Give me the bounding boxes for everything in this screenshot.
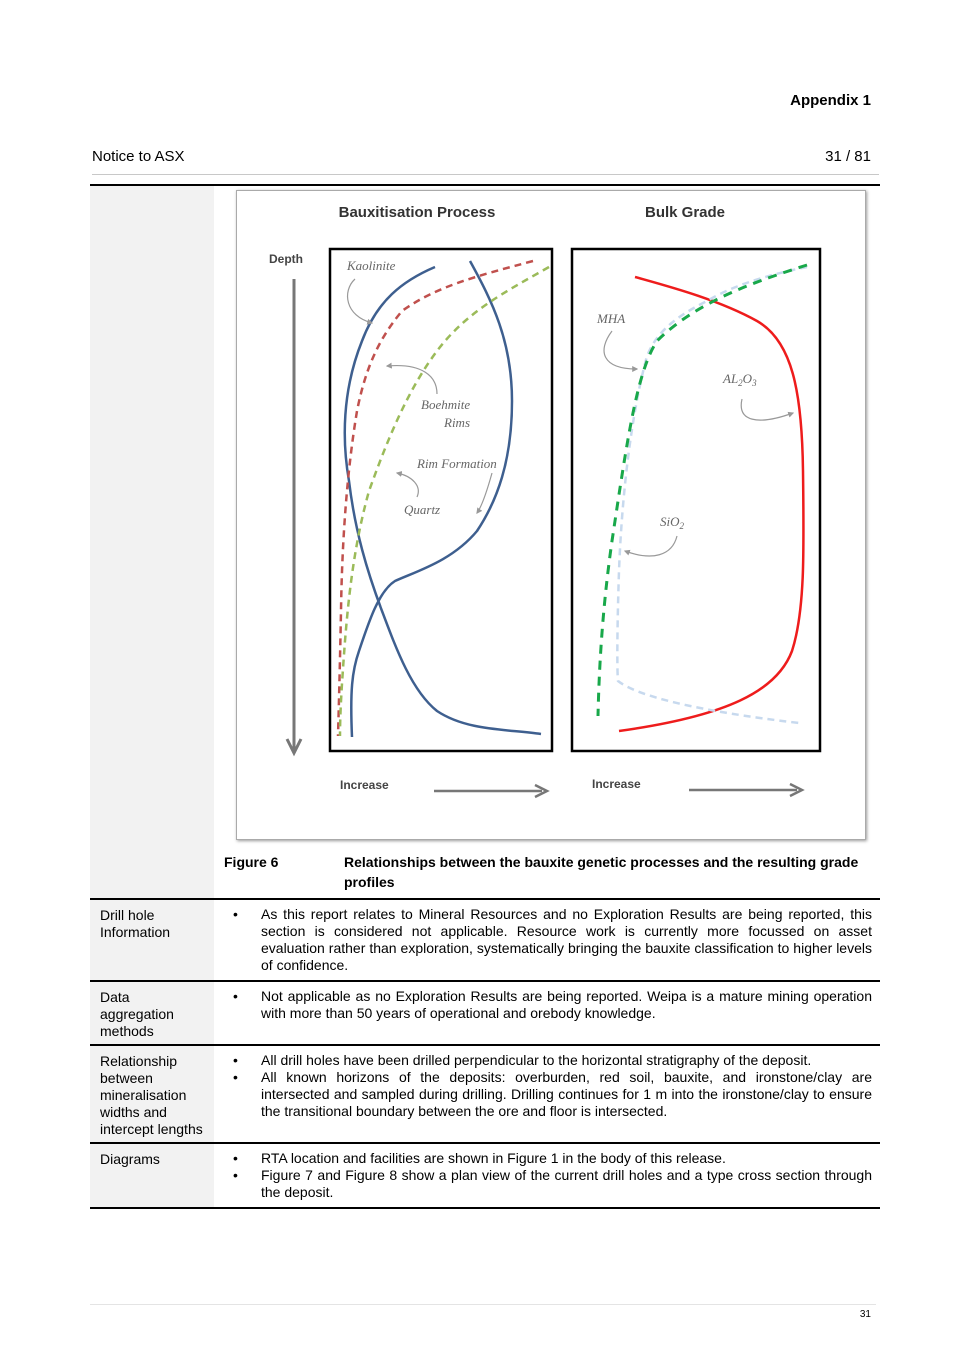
mha-curve — [598, 265, 807, 716]
kaolinite-curve — [345, 267, 541, 734]
sio2-curve — [617, 267, 807, 723]
left-panel-frame — [330, 249, 552, 751]
table-row — [90, 899, 880, 981]
figure-cell — [214, 185, 880, 899]
row-label: Drill hole Information — [90, 899, 214, 981]
page-counter: 31 / 81 — [825, 148, 871, 165]
left-increase-label: Increase — [340, 778, 389, 792]
right-panel-title: Bulk Grade — [644, 204, 726, 221]
quartz-label: Quartz — [404, 502, 441, 517]
figure-caption — [214, 840, 880, 898]
kaolinite-label: Kaolinite — [347, 258, 396, 273]
mha-label: MHA — [597, 311, 626, 326]
quartz-pointer — [397, 473, 418, 497]
row-label: Relationship between mineralisation widths and intercept lengths — [90, 1045, 214, 1143]
left-panel-title: Bauxitisation Process — [338, 204, 496, 221]
row-content — [214, 1143, 880, 1208]
figure-row-label-cell — [90, 185, 214, 899]
table-row — [90, 1143, 880, 1208]
row-label: Diagrams — [90, 1143, 214, 1208]
mha-pointer — [604, 331, 637, 369]
al2o3-curve — [619, 277, 804, 731]
boehmite-label-line2: Rims — [444, 415, 470, 430]
list-item: • RTA location and facilities are shown in Figure 1 in the body of this release. — [228, 1150, 872, 1167]
figure-6-image — [236, 190, 866, 840]
row-content — [214, 1045, 880, 1143]
figure-label: Figure 6 — [224, 854, 279, 870]
quartz-curve — [340, 267, 549, 736]
figure-row — [90, 185, 880, 899]
header-divider — [92, 174, 879, 175]
list-item: • All known horizons of the deposits: overburden, red soil, bauxite, and ironstone/clay are intersected and sampled during drilling. Drilling continues for 1 m into the ironstone/clay to ensure the transitional boundary between the ore and floor is intersected. — [228, 1069, 872, 1120]
right-increase-label: Increase — [592, 777, 641, 791]
figure-caption-text: Relationships between the bauxite genetic processes and the resulting grade profiles — [344, 854, 859, 890]
bauxite-diagram — [237, 191, 865, 839]
list-item: • Figure 7 and Figure 8 show a plan view of the current drill holes and a type cross section through the deposit. — [228, 1167, 872, 1201]
depth-label: Depth — [269, 252, 303, 266]
sio2-label: SiO$_2$ — [660, 514, 684, 531]
page-header — [92, 148, 871, 165]
list-item: • All drill holes have been drilled perpendicular to the horizontal stratigraphy of the deposit. — [228, 1052, 872, 1069]
rim-formation-label: Rim Formation — [417, 456, 497, 471]
sio2-pointer — [625, 536, 677, 556]
boehmite-pointer — [387, 366, 437, 394]
row-label: Data aggregation methods — [90, 981, 214, 1045]
list-item: • Not applicable as no Exploration Results are being reported. Weipa is a mature mining operation with more than 50 years of operational and orebody knowledge. — [228, 988, 872, 1022]
al2o3-label: $AL_2O_3$ — [723, 371, 757, 388]
list-item: • As this report relates to Mineral Resources and no Exploration Results are being reported, this section is considered not applicable. Resource work is currently more focussed on asset evaluation rather than exploration, systematically bringing the bauxite classification to higher levels of confidence. — [228, 906, 872, 974]
kaolinite-pointer — [348, 279, 372, 323]
footer-divider — [90, 1304, 876, 1305]
rim-formation-curve — [351, 261, 512, 737]
criteria-table — [90, 184, 880, 1209]
appendix-title: Appendix 1 — [790, 92, 871, 109]
al2o3-pointer — [741, 399, 793, 420]
row-content — [214, 981, 880, 1045]
document-title: Notice to ASX — [92, 148, 185, 165]
table-row — [90, 981, 880, 1045]
row-content — [214, 899, 880, 981]
boehmite-label-line1: Boehmite — [421, 397, 471, 412]
table-row — [90, 1045, 880, 1143]
footer-page-number: 31 — [859, 1309, 871, 1320]
